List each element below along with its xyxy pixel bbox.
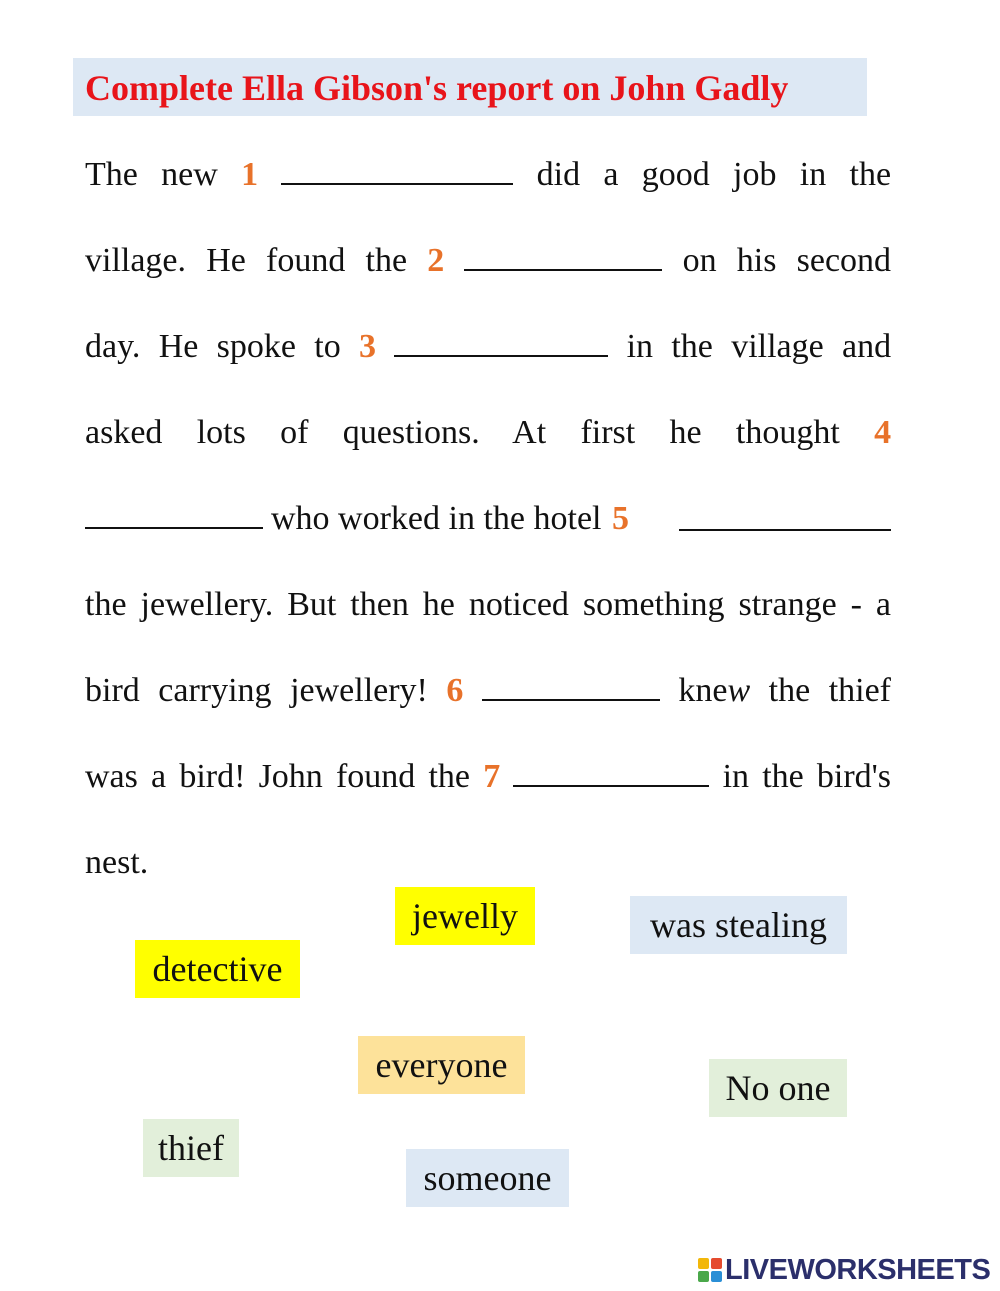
- word-chip-someone[interactable]: someone: [406, 1149, 569, 1207]
- paragraph-line-3: [85, 327, 891, 367]
- word-chip-no-one[interactable]: No one: [709, 1059, 847, 1117]
- word: spoke: [216, 328, 296, 365]
- word: At: [512, 414, 547, 451]
- logo-text: LIVEWORKSHEETS: [725, 1253, 991, 1286]
- word-part: kne: [678, 672, 728, 709]
- word: jewellery!: [290, 672, 428, 709]
- paragraph-line-7: [85, 671, 891, 711]
- word: He: [158, 328, 199, 365]
- word: on: [682, 242, 717, 279]
- word: thought: [735, 414, 840, 451]
- paragraph-line-9: nest.: [85, 844, 149, 881]
- word: to: [314, 328, 341, 365]
- word: thief: [828, 672, 892, 709]
- word: asked: [85, 414, 163, 451]
- liveworksheets-logo[interactable]: [698, 1255, 990, 1285]
- blank-number-5: 5: [612, 500, 629, 537]
- word: lots: [196, 414, 246, 451]
- word: The: [85, 156, 138, 193]
- word: the: [849, 156, 892, 193]
- word-chip-was-stealing[interactable]: was stealing: [630, 896, 847, 954]
- word-chip-detective[interactable]: detective: [135, 940, 300, 998]
- word: the: [768, 672, 811, 709]
- word: village.: [85, 242, 187, 279]
- word-chip-everyone[interactable]: everyone: [358, 1036, 525, 1094]
- liveworksheets-logo-icon: [698, 1258, 722, 1282]
- paragraph-line-1: [85, 155, 891, 195]
- answer-blank-2[interactable]: [464, 241, 662, 271]
- word: questions.: [342, 414, 480, 451]
- word: he: [669, 414, 702, 451]
- word: of: [280, 414, 309, 451]
- word: did: [536, 156, 581, 193]
- word: new: [161, 156, 218, 193]
- text-segment: was a bird! John found the: [85, 758, 471, 795]
- blank-number-6: 6: [446, 672, 464, 709]
- answer-blank-7[interactable]: [513, 757, 709, 787]
- blank-number-2: 2: [427, 242, 445, 279]
- paragraph-line-2: [85, 241, 891, 281]
- word: [678, 672, 750, 709]
- word-part-italic: w: [727, 672, 751, 709]
- word: carrying: [158, 672, 272, 709]
- word: the: [671, 328, 713, 365]
- word: in: [799, 156, 827, 193]
- paragraph-line-4: [85, 413, 891, 453]
- word: job: [733, 156, 777, 193]
- word: his: [736, 242, 777, 279]
- answer-blank-4[interactable]: [85, 499, 263, 529]
- answer-blank-6[interactable]: [482, 671, 660, 701]
- word: He: [206, 242, 246, 279]
- word: bird: [85, 672, 140, 709]
- blank-number-3: 3: [359, 328, 377, 365]
- answer-blank-5[interactable]: [679, 501, 891, 531]
- text-segment: who worked in the hotel: [271, 500, 602, 537]
- answer-blank-1[interactable]: [281, 155, 513, 185]
- word: found: [266, 242, 346, 279]
- paragraph-line-5: [85, 499, 891, 539]
- word: a: [603, 156, 619, 193]
- answer-blank-3[interactable]: [394, 327, 608, 357]
- blank-number-1: 1: [241, 156, 259, 193]
- word: village: [731, 328, 824, 365]
- blank-number-7: 7: [483, 758, 501, 795]
- word: day.: [85, 328, 141, 365]
- word: good: [641, 156, 710, 193]
- word: the: [365, 242, 408, 279]
- word: and: [842, 328, 892, 365]
- paragraph-line-8: [85, 757, 891, 797]
- word: in: [626, 328, 654, 365]
- blank-number-4: 4: [874, 414, 892, 451]
- paragraph-line-6: the jewellery. But then he noticed something strange - a: [85, 586, 891, 623]
- word-chip-thief[interactable]: thief: [143, 1119, 239, 1177]
- worksheet-title: Complete Ella Gibson's report on John Gadly: [73, 58, 867, 116]
- text-segment: in the bird's: [722, 758, 892, 795]
- word: first: [580, 414, 636, 451]
- word-chip-jewelly[interactable]: jewelly: [395, 887, 535, 945]
- word: second: [796, 242, 892, 279]
